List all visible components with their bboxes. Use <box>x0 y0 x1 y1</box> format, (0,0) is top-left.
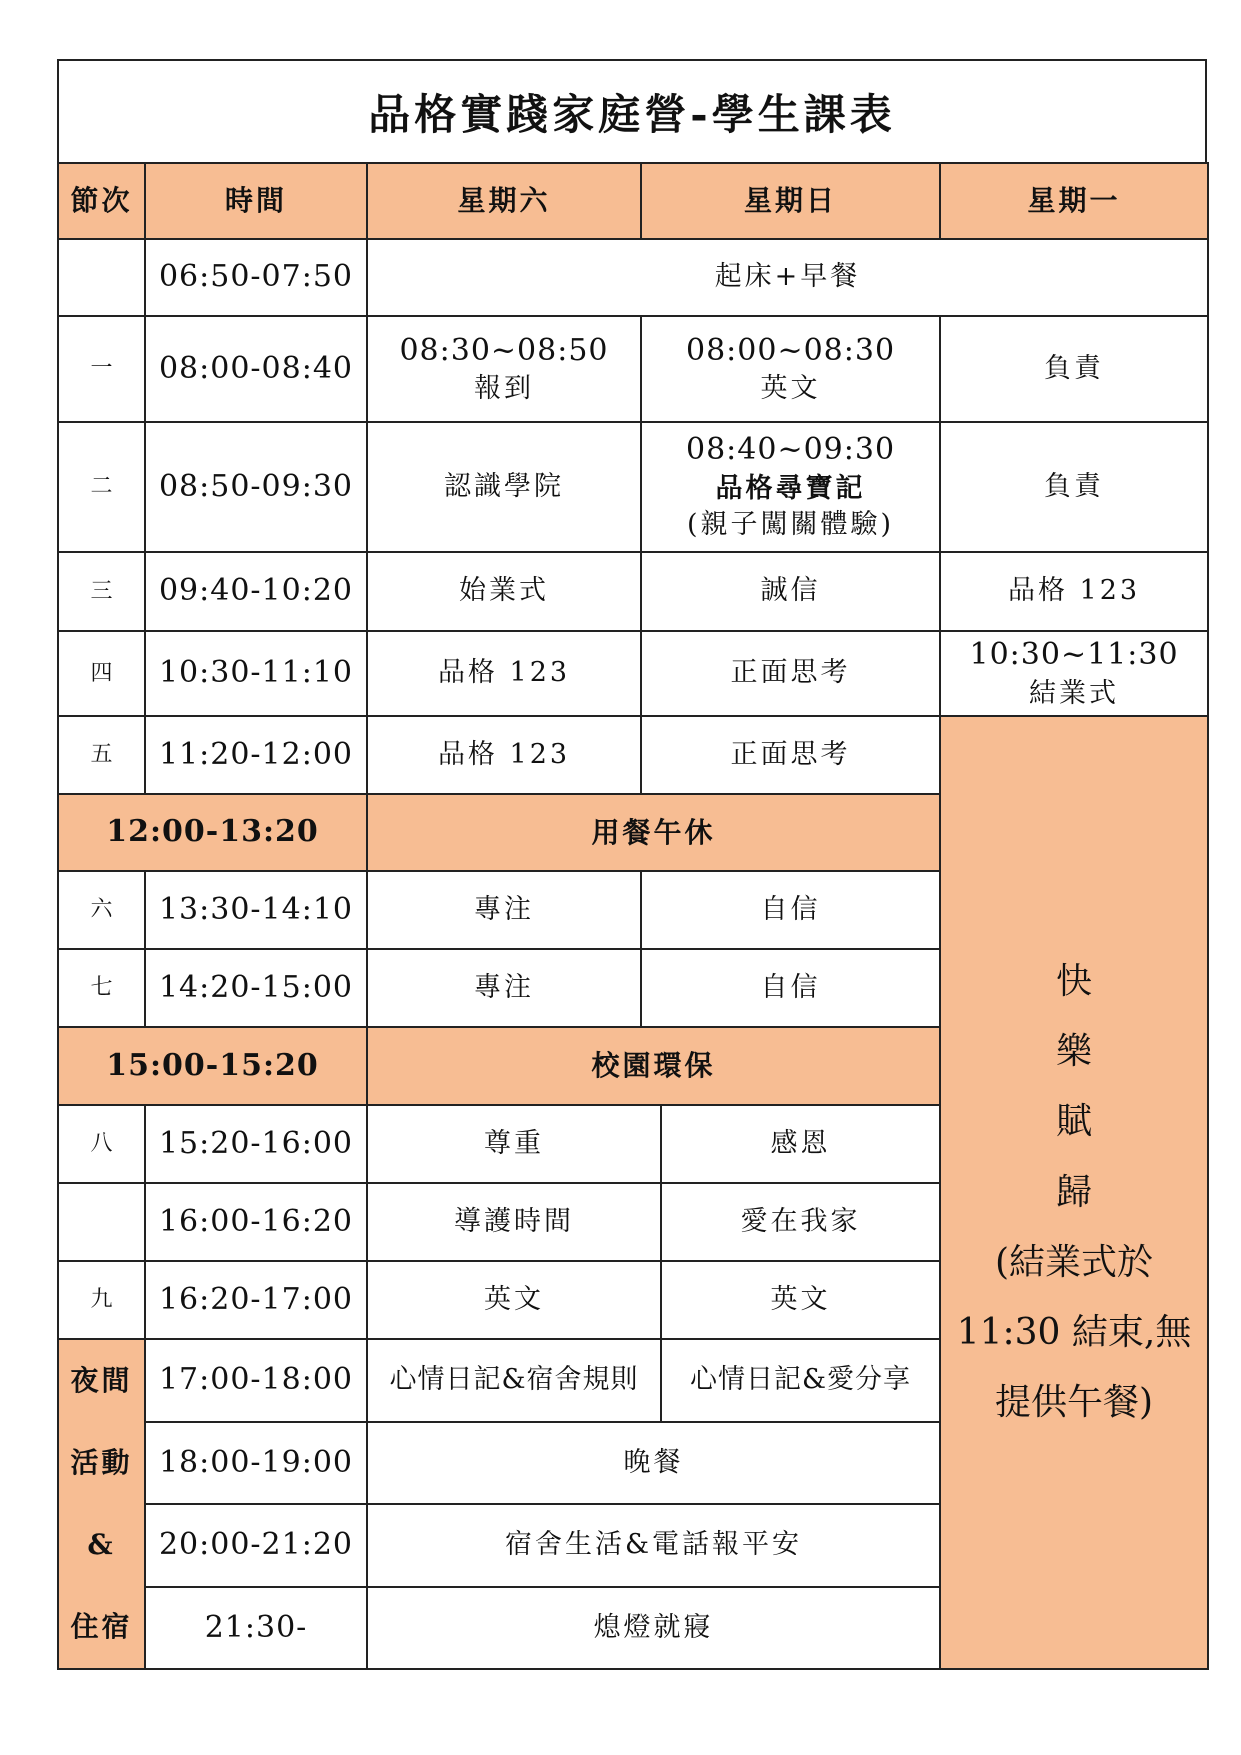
saturday-cell: 英文 <box>367 1261 661 1339</box>
saturday-cell: 專注 <box>367 871 641 949</box>
event-cell: 宿舍生活&電話報平安 <box>367 1504 940 1587</box>
sunday-cell: 自信 <box>641 871 940 949</box>
header-time: 時間 <box>145 163 367 239</box>
time-cell: 21:30- <box>145 1587 367 1669</box>
monday-event: 結業式 <box>1029 677 1120 709</box>
sunday-cell: 正面思考 <box>641 716 940 794</box>
sunday-event: 英文 <box>760 373 821 405</box>
monday-block-line: 歸 <box>1056 1171 1093 1213</box>
monday-cell: 負責 <box>940 316 1208 422</box>
header-monday: 星期一 <box>940 163 1208 239</box>
monday-block-line: 樂 <box>1056 1031 1093 1073</box>
sunday-cell: 感恩 <box>661 1105 940 1183</box>
time-cell: 08:50-09:30 <box>145 422 367 552</box>
event-cell: 起床+早餐 <box>367 239 1208 316</box>
time-cell: 14:20-15:00 <box>145 949 367 1027</box>
schedule-table <box>57 162 1209 1670</box>
sunday-cell: 愛在我家 <box>661 1183 940 1261</box>
saturday-time: 08:30~08:50 <box>399 332 609 368</box>
saturday-event: 報到 <box>474 373 534 405</box>
sunday-cell: 正面思考 <box>641 631 940 716</box>
eco-time: 15:00-15:20 <box>58 1027 367 1105</box>
period-cell: 二 <box>58 422 145 552</box>
sunday-event: 品格尋寶記 <box>715 472 866 504</box>
period-cell: 四 <box>58 631 145 716</box>
time-cell: 17:00-18:00 <box>145 1339 367 1422</box>
time-cell: 13:30-14:10 <box>145 871 367 949</box>
table-row <box>58 239 1208 316</box>
schedule-sheet <box>57 59 1207 1670</box>
time-cell: 18:00-19:00 <box>145 1422 367 1504</box>
sunday-time: 08:00~08:30 <box>685 332 896 368</box>
header-sunday: 星期日 <box>641 163 940 239</box>
period-cell: 五 <box>58 716 145 794</box>
table-row <box>58 316 1208 422</box>
monday-block-line: 提供午餐) <box>994 1382 1154 1424</box>
saturday-cell: 導護時間 <box>367 1183 661 1261</box>
table-row <box>58 422 1208 552</box>
saturday-cell: 認識學院 <box>367 422 641 552</box>
sunday-time: 08:40~09:30 <box>685 432 896 468</box>
period-cell <box>58 1183 145 1261</box>
monday-block-line: 快 <box>1056 961 1093 1002</box>
night-label-line: 住宿 <box>70 1610 133 1643</box>
time-cell: 06:50-07:50 <box>145 239 367 316</box>
saturday-cell: 心情日記&宿舍規則 <box>367 1339 661 1422</box>
monday-block-line: 賦 <box>1056 1101 1093 1143</box>
period-cell: 七 <box>58 949 145 1027</box>
period-cell: 八 <box>58 1105 145 1183</box>
saturday-cell: 尊重 <box>367 1105 661 1183</box>
monday-return-block <box>940 716 1208 1669</box>
event-cell: 熄燈就寢 <box>367 1587 940 1669</box>
time-cell: 16:20-17:00 <box>145 1261 367 1339</box>
night-activity-label <box>58 1339 145 1669</box>
sunday-note: (親子闖關體驗) <box>686 509 895 541</box>
period-cell: 六 <box>58 871 145 949</box>
table-row <box>58 631 1208 716</box>
time-cell: 15:20-16:00 <box>145 1105 367 1183</box>
monday-cell: 負責 <box>940 422 1208 552</box>
saturday-cell: 專注 <box>367 949 641 1027</box>
header-period: 節次 <box>58 163 145 239</box>
eco-event: 校園環保 <box>367 1027 940 1105</box>
event-cell: 晚餐 <box>367 1422 940 1504</box>
table-row <box>58 552 1208 631</box>
time-cell: 09:40-10:20 <box>145 552 367 631</box>
saturday-cell <box>367 316 641 422</box>
monday-cell <box>940 631 1208 716</box>
header-row <box>58 163 1208 239</box>
sunday-cell: 自信 <box>641 949 940 1027</box>
sunday-cell <box>641 422 940 552</box>
monday-block-line: (結業式於 <box>994 1241 1154 1283</box>
night-label-line: & <box>87 1528 116 1561</box>
monday-time: 10:30~11:30 <box>969 637 1179 673</box>
saturday-cell: 品格 123 <box>367 716 641 794</box>
period-cell: 一 <box>58 316 145 422</box>
period-cell: 三 <box>58 552 145 631</box>
time-cell: 16:00-16:20 <box>145 1183 367 1261</box>
time-cell: 08:00-08:40 <box>145 316 367 422</box>
period-cell <box>58 239 145 316</box>
night-label-line: 活動 <box>70 1446 133 1479</box>
time-cell: 11:20-12:00 <box>145 716 367 794</box>
lunch-time: 12:00-13:20 <box>58 794 367 871</box>
night-label-line: 夜間 <box>70 1364 133 1397</box>
table-row <box>58 716 1208 794</box>
monday-block-line: 11:30 結束,無 <box>956 1311 1192 1353</box>
saturday-cell: 品格 123 <box>367 631 641 716</box>
sunday-cell <box>641 316 940 422</box>
header-saturday: 星期六 <box>367 163 641 239</box>
monday-cell: 品格 123 <box>940 552 1208 631</box>
sunday-cell: 誠信 <box>641 552 940 631</box>
time-cell: 20:00-21:20 <box>145 1504 367 1587</box>
period-cell: 九 <box>58 1261 145 1339</box>
time-cell: 10:30-11:10 <box>145 631 367 716</box>
sunday-cell: 心情日記&愛分享 <box>661 1339 940 1422</box>
page-title: 品格實踐家庭營-學生課表 <box>57 59 1207 162</box>
saturday-cell: 始業式 <box>367 552 641 631</box>
lunch-event: 用餐午休 <box>367 794 940 871</box>
sunday-cell: 英文 <box>661 1261 940 1339</box>
